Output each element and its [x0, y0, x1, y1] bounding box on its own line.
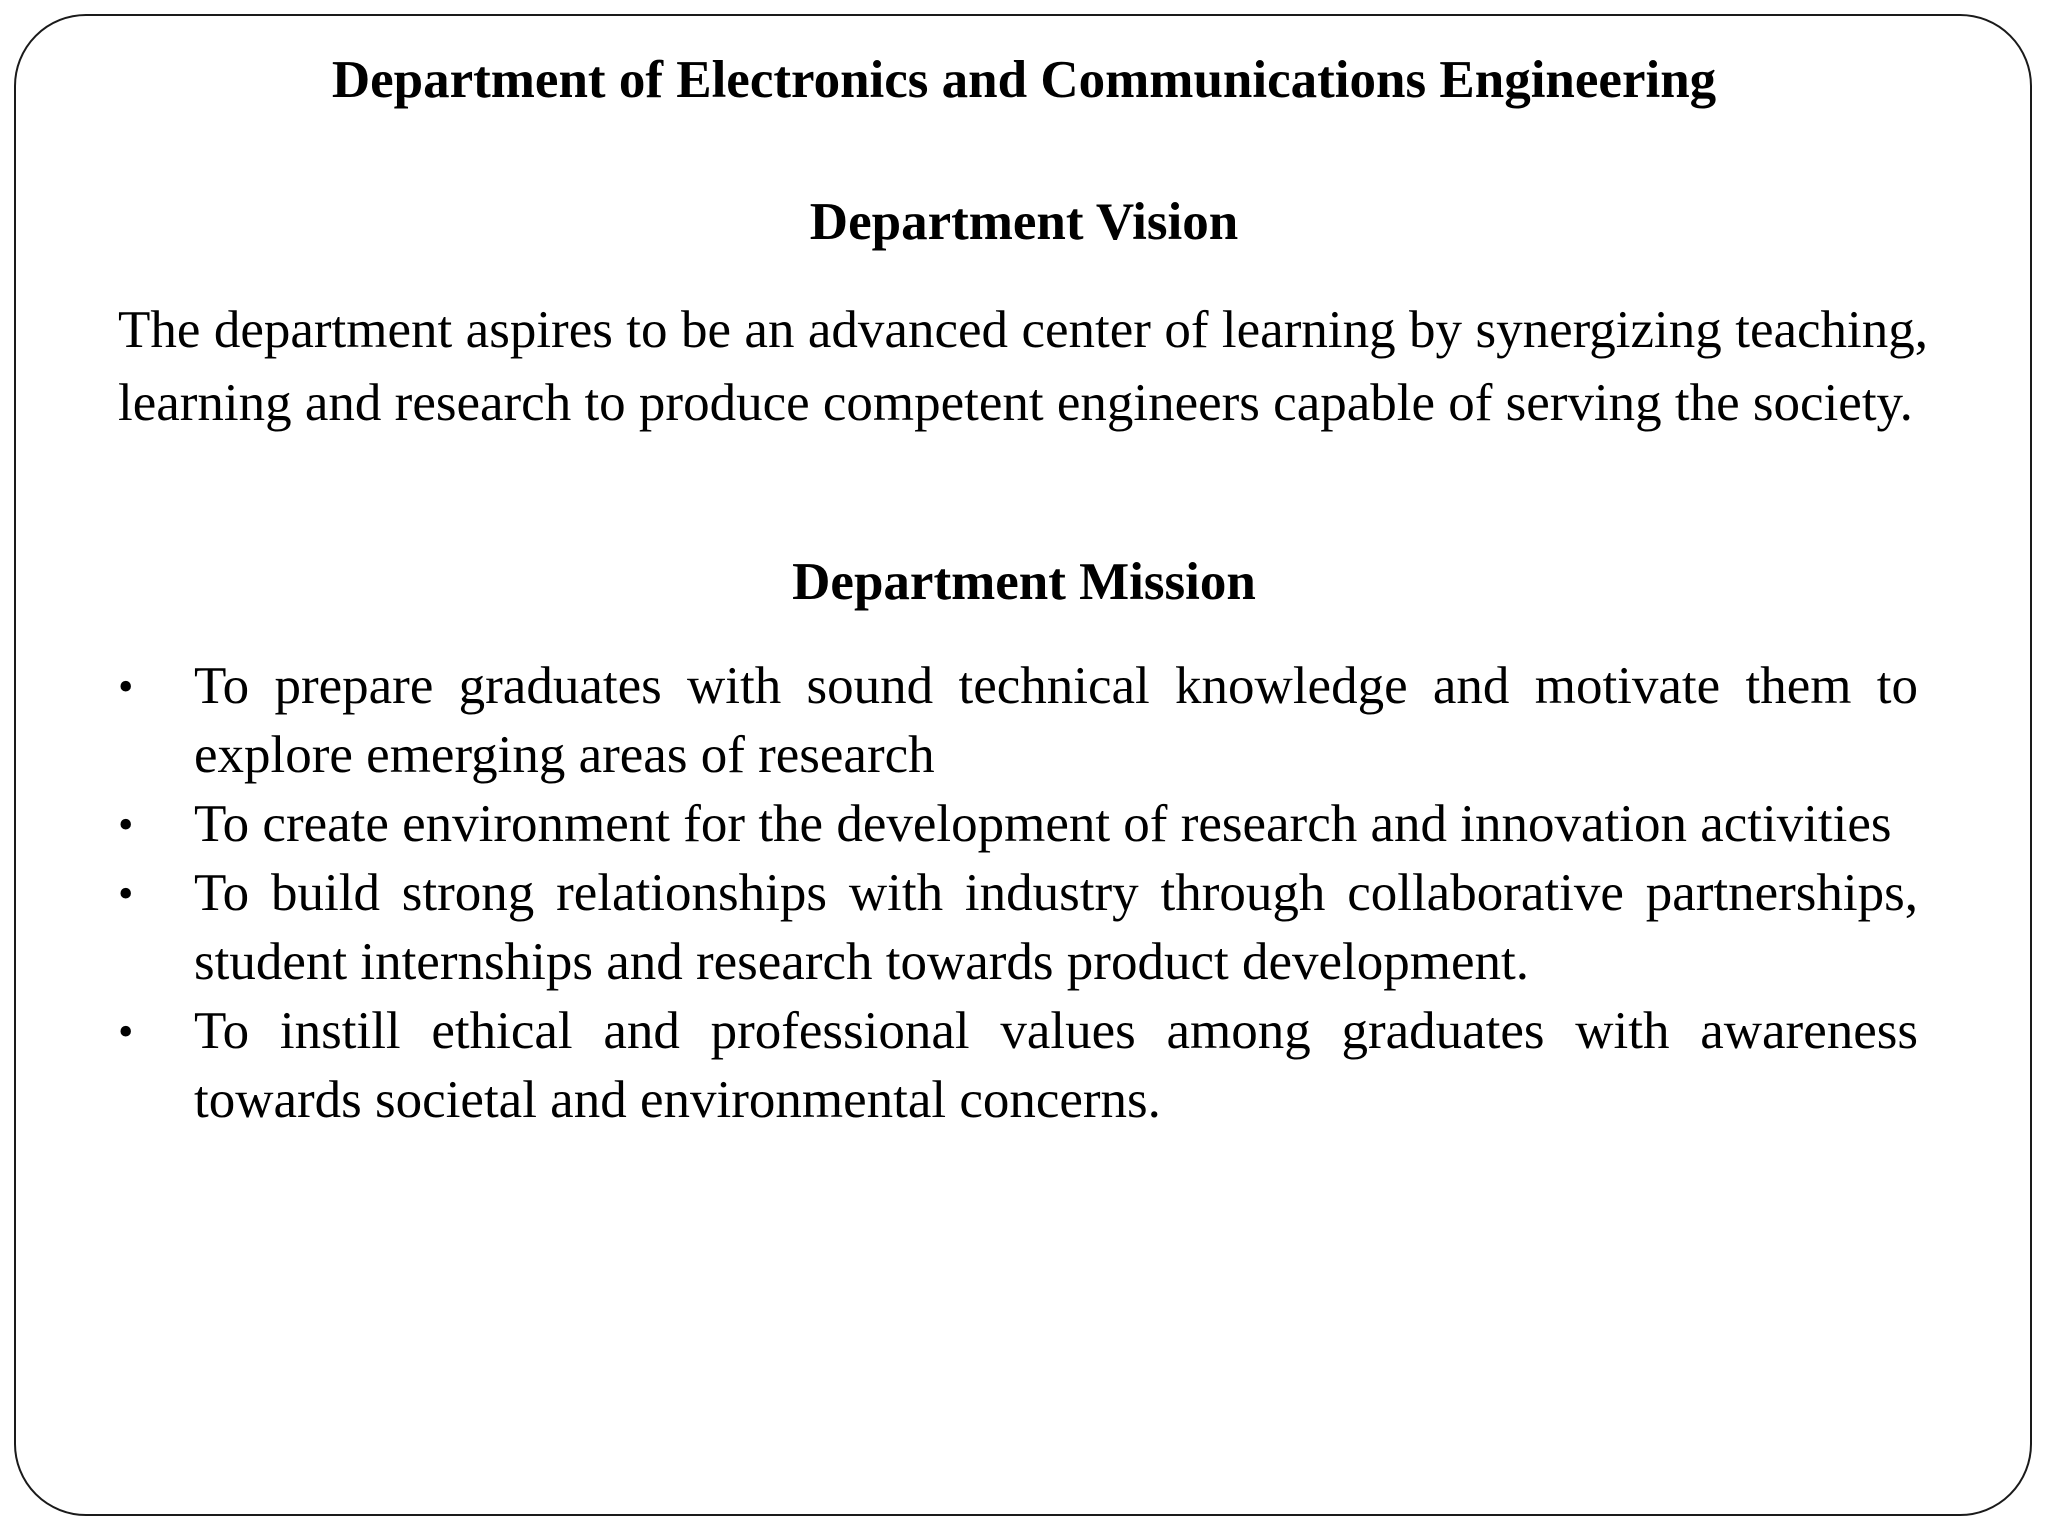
- mission-item-text: To instill ethical and professional values among graduates with awareness towards societal and environmental concerns.: [194, 1002, 1918, 1129]
- mission-item: [118, 652, 1918, 790]
- mission-item-text: To create environment for the development of research and innovation activities: [194, 795, 1892, 853]
- mission-item: [118, 790, 1918, 859]
- vision-heading: Department Vision: [809, 193, 1239, 251]
- mission-list: [118, 652, 1918, 1135]
- vision-text: The department aspires to be an advanced center of learning by synergizing teaching, learning and research to produce competent engineers capable of serving the society.: [118, 301, 1928, 432]
- bullet-icon: •: [118, 869, 134, 918]
- bullet-icon: •: [118, 800, 134, 849]
- department-title: Department of Electronics and Communications Engineering: [331, 51, 1717, 109]
- mission-heading: Department Mission: [792, 553, 1256, 611]
- mission-item: [118, 997, 1918, 1135]
- bullet-icon: •: [118, 662, 134, 711]
- mission-item: [118, 859, 1918, 997]
- mission-item-text: To prepare graduates with sound technical knowledge and motivate them to explore emerging areas of research: [194, 657, 1918, 784]
- mission-item-text: To build strong relationships with industry through collaborative partnerships, student internships and research towards product development.: [194, 864, 1918, 991]
- bullet-icon: •: [118, 1007, 134, 1056]
